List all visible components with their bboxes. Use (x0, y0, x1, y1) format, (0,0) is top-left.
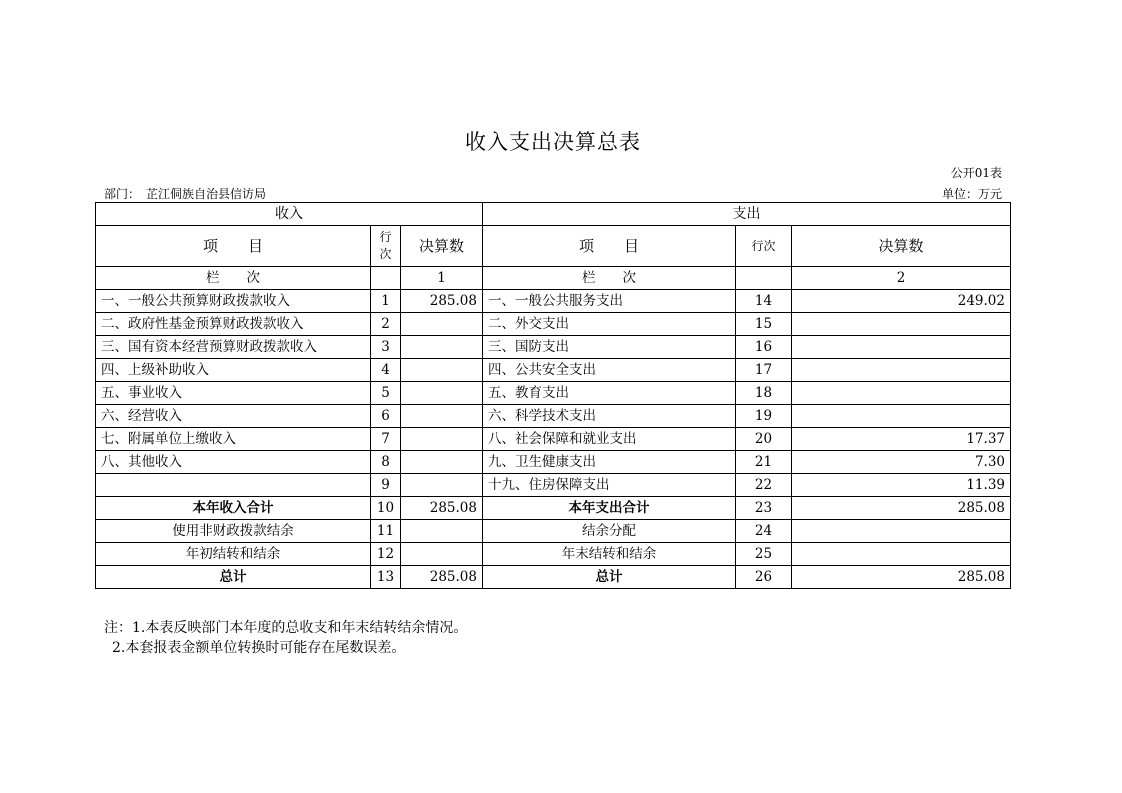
row-number: 4 (371, 359, 401, 382)
amount-cell (401, 405, 483, 428)
row-number: 26 (736, 566, 792, 589)
income-item: 四、上级补助收入 (96, 359, 371, 382)
row-number: 25 (736, 543, 792, 566)
amount-cell: 11.39 (792, 474, 1011, 497)
table-row (96, 313, 1011, 336)
amount-cell (401, 382, 483, 405)
row-number: 8 (371, 451, 401, 474)
row-number: 7 (371, 428, 401, 451)
expense-column-index: 2 (792, 267, 1011, 290)
footnote-2: 2.本套报表金额单位转换时可能存在尾数误差。 (112, 640, 406, 656)
row-number: 10 (371, 497, 401, 520)
row-number: 6 (371, 405, 401, 428)
table-row (96, 520, 1011, 543)
income-item: 三、国有资本经营预算财政拨款收入 (96, 336, 371, 359)
amount-cell: 285.08 (401, 497, 483, 520)
table-row (96, 382, 1011, 405)
expense-item: 二、外交支出 (483, 313, 736, 336)
income-column-index: 1 (401, 267, 483, 290)
expense-item: 十九、住房保障支出 (483, 474, 736, 497)
nonfiscal-surplus-label: 使用非财政拨款结余 (96, 520, 371, 543)
income-item: 七、附属单位上缴收入 (96, 428, 371, 451)
table-row (96, 543, 1011, 566)
income-item: 八、其他收入 (96, 451, 371, 474)
row-number: 2 (371, 313, 401, 336)
amount-cell: 285.08 (792, 566, 1011, 589)
expense-item: 一、一般公共服务支出 (483, 290, 736, 313)
expense-item: 五、教育支出 (483, 382, 736, 405)
income-item: 二、政府性基金预算财政拨款收入 (96, 313, 371, 336)
table-row (96, 474, 1011, 497)
amount-cell: 285.08 (401, 566, 483, 589)
department-label: 部门： 芷江侗族自治县信访局 (104, 187, 267, 201)
row-number: 3 (371, 336, 401, 359)
year-income-total-label: 本年收入合计 (96, 497, 371, 520)
amount-cell (792, 336, 1011, 359)
amount-cell (792, 382, 1011, 405)
expense-row-no-header: 行次 (736, 226, 792, 267)
grand-income-total-label: 总计 (96, 566, 371, 589)
ending-balance-label: 年末结转和结余 (483, 543, 736, 566)
expense-section-header: 支出 (483, 203, 1011, 226)
income-column-empty (371, 267, 401, 290)
grand-total-row (96, 566, 1011, 589)
amount-cell (401, 313, 483, 336)
amount-cell (401, 359, 483, 382)
table-row (96, 290, 1011, 313)
amount-cell (401, 428, 483, 451)
amount-cell (792, 520, 1011, 543)
surplus-allocation-label: 结余分配 (483, 520, 736, 543)
amount-cell (792, 543, 1011, 566)
income-item: 六、经营收入 (96, 405, 371, 428)
expense-column-label: 栏 次 (483, 267, 736, 290)
amount-cell (401, 451, 483, 474)
expense-item-header: 项 目 (483, 226, 736, 267)
column-index-row (96, 267, 1011, 290)
expense-item: 六、科学技术支出 (483, 405, 736, 428)
amount-cell (792, 313, 1011, 336)
row-number: 5 (371, 382, 401, 405)
grand-expense-total-label: 总计 (483, 566, 736, 589)
expense-item: 三、国防支出 (483, 336, 736, 359)
row-number: 11 (371, 520, 401, 543)
form-number: 公开01表 (950, 166, 1002, 180)
page-title: 收入支出决算总表 (465, 130, 641, 154)
row-number: 19 (736, 405, 792, 428)
amount-cell (401, 543, 483, 566)
expense-item: 四、公共安全支出 (483, 359, 736, 382)
beginning-balance-label: 年初结转和结余 (96, 543, 371, 566)
expense-amount-header: 决算数 (792, 226, 1011, 267)
row-number: 21 (736, 451, 792, 474)
amount-cell (401, 474, 483, 497)
income-row-no-header: 行次 (371, 226, 401, 267)
row-number: 23 (736, 497, 792, 520)
expense-item: 九、卫生健康支出 (483, 451, 736, 474)
row-number: 14 (736, 290, 792, 313)
income-item (96, 474, 371, 497)
header-row-columns (96, 226, 1011, 267)
row-number: 17 (736, 359, 792, 382)
income-amount-header: 决算数 (401, 226, 483, 267)
income-expense-table (95, 202, 1011, 589)
amount-cell (401, 336, 483, 359)
expense-item: 八、社会保障和就业支出 (483, 428, 736, 451)
amount-cell: 17.37 (792, 428, 1011, 451)
table-row (96, 359, 1011, 382)
row-number: 13 (371, 566, 401, 589)
amount-cell (401, 520, 483, 543)
row-number: 22 (736, 474, 792, 497)
amount-cell: 285.08 (792, 497, 1011, 520)
table-row (96, 451, 1011, 474)
amount-cell: 285.08 (401, 290, 483, 313)
footnotes (104, 618, 467, 658)
income-item: 一、一般公共预算财政拨款收入 (96, 290, 371, 313)
row-number: 20 (736, 428, 792, 451)
row-number: 16 (736, 336, 792, 359)
header-row-sections (96, 203, 1011, 226)
row-number: 18 (736, 382, 792, 405)
expense-column-empty (736, 267, 792, 290)
table-row (96, 428, 1011, 451)
unit-label: 单位：万元 (941, 187, 1002, 201)
table-row (96, 336, 1011, 359)
year-total-row (96, 497, 1011, 520)
row-number: 12 (371, 543, 401, 566)
amount-cell (792, 405, 1011, 428)
income-item-header: 项 目 (96, 226, 371, 267)
income-column-label: 栏 次 (96, 267, 371, 290)
income-section-header: 收入 (96, 203, 483, 226)
amount-cell: 7.30 (792, 451, 1011, 474)
footnote-1: 注：1.本表反映部门本年度的总收支和年末结转结余情况。 (104, 620, 468, 636)
row-number: 9 (371, 474, 401, 497)
row-number: 1 (371, 290, 401, 313)
amount-cell: 249.02 (792, 290, 1011, 313)
amount-cell (792, 359, 1011, 382)
year-expense-total-label: 本年支出合计 (483, 497, 736, 520)
income-item: 五、事业收入 (96, 382, 371, 405)
row-number: 24 (736, 520, 792, 543)
row-number: 15 (736, 313, 792, 336)
table-row (96, 405, 1011, 428)
